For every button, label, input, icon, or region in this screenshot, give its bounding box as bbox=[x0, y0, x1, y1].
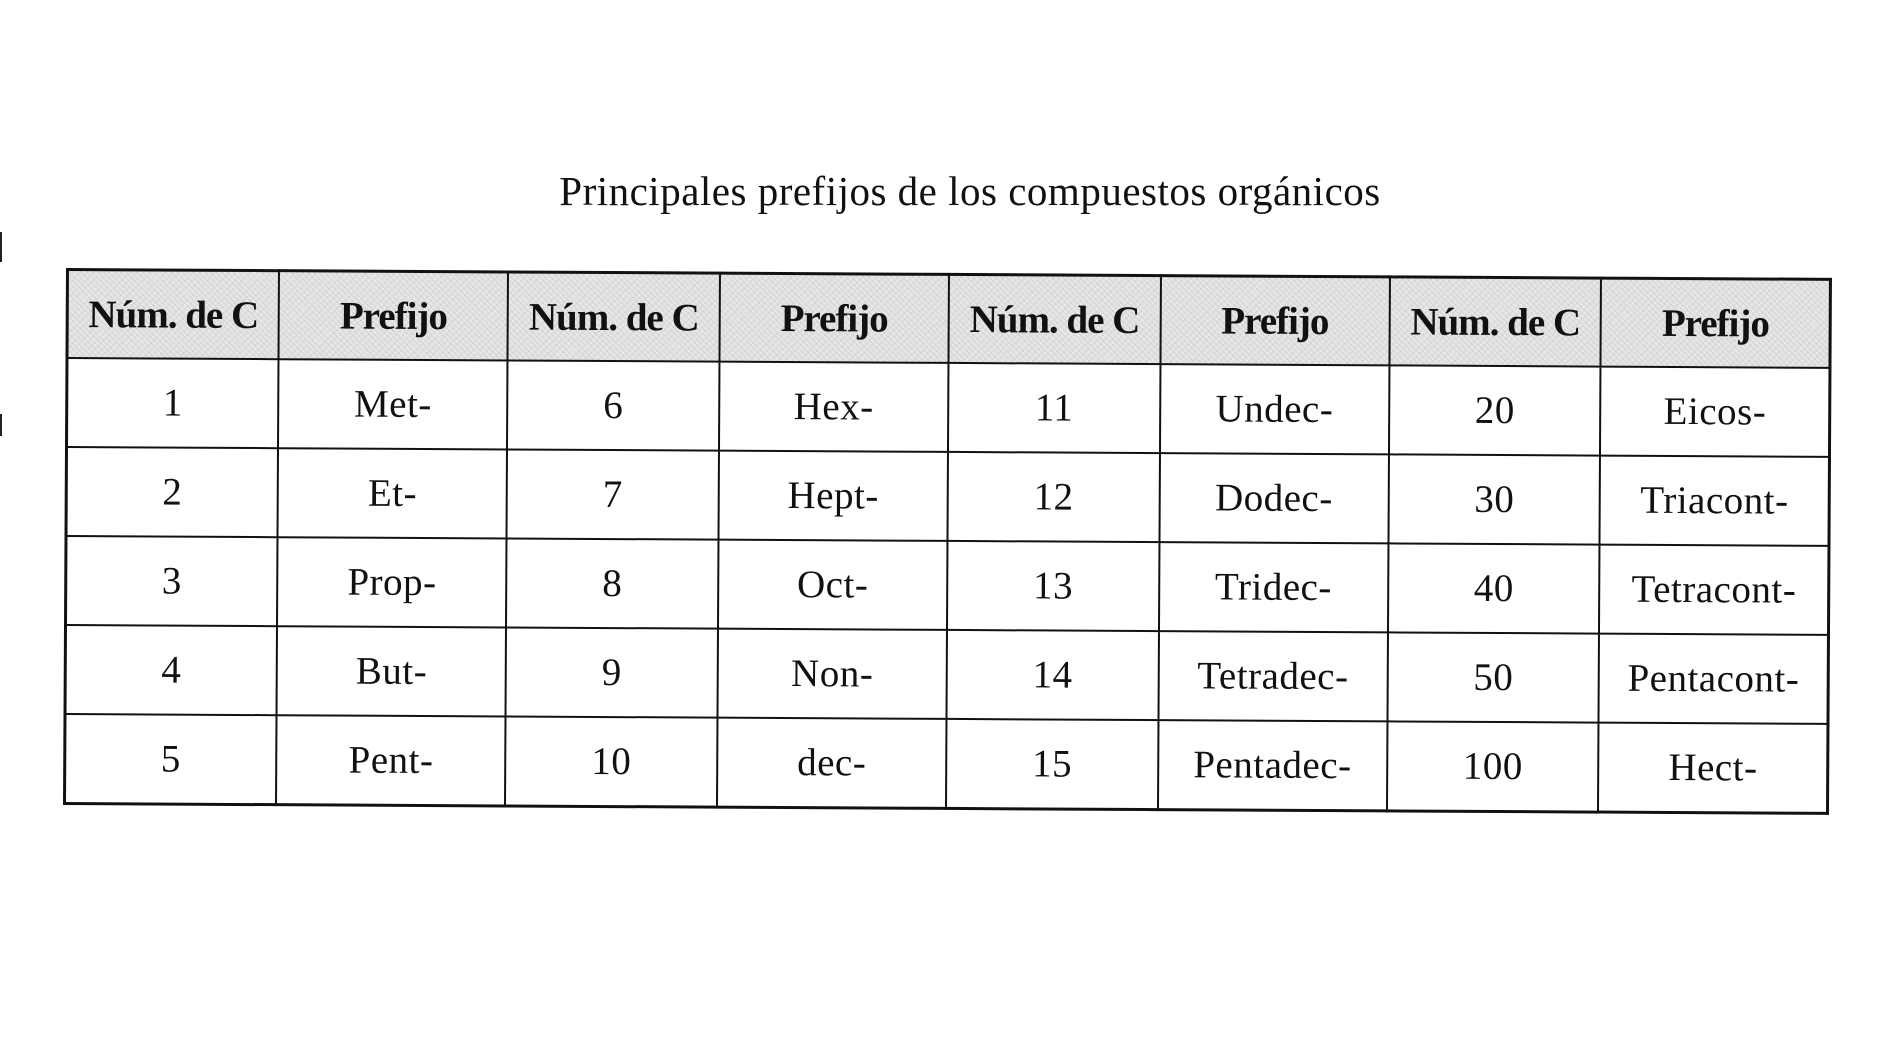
table-cell: 14 bbox=[946, 630, 1158, 720]
table-cell: Prop- bbox=[277, 537, 507, 627]
table-cell: Triacont- bbox=[1600, 456, 1830, 546]
table-cell: Hept- bbox=[718, 451, 948, 541]
table-cell: 20 bbox=[1389, 365, 1601, 455]
table-row bbox=[66, 447, 1829, 546]
header-cell: Núm. de C bbox=[1389, 277, 1601, 367]
table-cell: 12 bbox=[947, 452, 1159, 542]
table-cell: Oct- bbox=[718, 540, 948, 630]
table-cell: 50 bbox=[1387, 632, 1599, 722]
table-row bbox=[65, 714, 1828, 813]
table-cell: 4 bbox=[65, 625, 277, 715]
header-row bbox=[67, 270, 1830, 368]
table-cell: Pent- bbox=[276, 715, 506, 806]
table-cell: 30 bbox=[1388, 454, 1600, 544]
table-cell: Tetracont- bbox=[1599, 545, 1829, 635]
table-cell: Undec- bbox=[1160, 364, 1390, 454]
header-cell: Núm. de C bbox=[948, 274, 1160, 364]
header-cell: Prefijo bbox=[1601, 278, 1831, 368]
table-cell: 9 bbox=[506, 627, 718, 717]
header-cell: Prefijo bbox=[279, 271, 509, 361]
table-cell: 7 bbox=[507, 449, 719, 539]
table-cell: 3 bbox=[66, 536, 278, 626]
table-cell: 40 bbox=[1388, 543, 1600, 633]
table-cell: Non- bbox=[717, 629, 947, 719]
table-cell: 10 bbox=[505, 716, 717, 807]
table-row bbox=[67, 358, 1830, 457]
table-cell: Eicos- bbox=[1600, 367, 1830, 457]
header-cell: Prefijo bbox=[719, 273, 949, 363]
table-cell: 100 bbox=[1387, 721, 1599, 812]
header-cell: Prefijo bbox=[1160, 276, 1390, 366]
table-cell: 11 bbox=[948, 363, 1160, 453]
table-cell: 15 bbox=[946, 719, 1158, 810]
page-title: Principales prefijos de los compuestos orgánicos bbox=[559, 168, 1381, 214]
table-cell: 13 bbox=[947, 541, 1159, 631]
table-row bbox=[66, 536, 1829, 635]
table-cell: 1 bbox=[67, 358, 279, 448]
table-cell: Dodec- bbox=[1159, 453, 1389, 543]
table-cell: 6 bbox=[507, 360, 719, 450]
table-cell: Tridec- bbox=[1159, 542, 1389, 632]
margin-mark bbox=[0, 414, 2, 436]
table-cell: But- bbox=[277, 626, 507, 716]
table-cell: Hect- bbox=[1598, 723, 1828, 814]
table-cell: Pentacont- bbox=[1599, 634, 1829, 724]
table-cell: Tetradec- bbox=[1158, 631, 1388, 721]
table-cell: Met- bbox=[278, 359, 508, 449]
table-cell: 5 bbox=[65, 714, 277, 805]
table-cell: Et- bbox=[278, 448, 508, 538]
table-cell: 2 bbox=[66, 447, 278, 537]
prefix-table bbox=[63, 268, 1832, 815]
table-cell: dec- bbox=[717, 718, 947, 809]
table-cell: 8 bbox=[506, 538, 718, 628]
header-cell: Núm. de C bbox=[67, 270, 279, 360]
header-cell: Núm. de C bbox=[508, 272, 720, 362]
table-row bbox=[65, 625, 1828, 724]
table-cell: Pentadec- bbox=[1158, 720, 1388, 811]
table-cell: Hex- bbox=[719, 362, 949, 452]
margin-mark bbox=[0, 232, 2, 262]
